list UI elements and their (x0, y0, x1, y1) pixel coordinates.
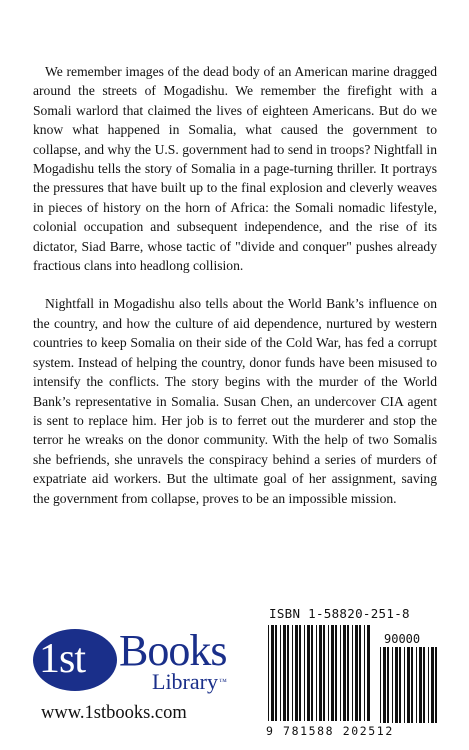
barcode-bar (295, 625, 298, 721)
barcode-bar (275, 625, 277, 721)
barcode-bar (323, 625, 325, 721)
barcode-bar (331, 625, 334, 721)
trademark-mark: ™ (218, 677, 227, 686)
barcode-bar (367, 625, 370, 721)
barcode-bar (307, 625, 310, 721)
barcode-bar (404, 647, 405, 723)
ean-digits: 9 781588 202512 (266, 724, 394, 738)
barcode-bar (352, 625, 353, 721)
blurb-paragraph: We remember images of the dead body of an American marine dragged around the streets of Mogadishu. We remember the firefight with a Somali warlord that claimed the lives of eighteen Americans. But do we know what happened in Somalia, what caused the government to collapse, and why the U.S. government had to send in troops? Nightfall in Mogadishu tells the story of Somalia in a page-turning thriller. It portrays the pressures that have built up to the final explosion and cleverly weaves in pieces of history on the horn of Africa: the Somali nomadic lifestyle, colonial occupation and subsequent independence, and the rise of its dictator, Siad Barre, whose tactic of "divide and conquer" pushes already fractious clans into headlong collision. (33, 64, 437, 274)
logo-sub-text: Library (152, 669, 218, 694)
barcode-bar (304, 625, 305, 721)
barcode-bar (411, 647, 413, 723)
barcode-bar (283, 625, 286, 721)
barcode-bar (268, 625, 269, 721)
barcode-bar (416, 647, 417, 723)
logo-subtitle (152, 669, 227, 695)
publisher-logo (33, 625, 233, 705)
barcode-bar (316, 625, 317, 721)
barcode-bar (340, 625, 341, 721)
barcode-bar (399, 647, 401, 723)
barcode-bar (364, 625, 365, 721)
logo-number: 1st (39, 636, 86, 682)
barcode-bar (359, 625, 361, 721)
barcode-bar (280, 625, 281, 721)
barcode-bar (343, 625, 346, 721)
barcode-bar (347, 625, 349, 721)
logo-word: Books (119, 626, 227, 675)
barcode-bar (299, 625, 301, 721)
barcode-bar (435, 647, 437, 723)
barcode-bar (392, 647, 393, 723)
price-code: 90000 (384, 632, 421, 646)
isbn-label: ISBN 1-58820-251-8 (269, 606, 410, 621)
barcode-bar (328, 625, 329, 721)
barcode-bar (355, 625, 358, 721)
blurb-paragraph: Nightfall in Mogadishu also tells about the World Bank’s influence on the country, and how the culture of aid dependence, nurtured by western countries to keep Somalia on their side of the Cold War, has fed a corrupt system. Instead of helping the country, donor funds have been misused to intensify the conflicts. The story begins with the murder of the World Bank’s representative in Somalia. Susan Chen, an undercover CIA agent is sent to replace him. Her job is to ferret out the murderer and stop the terror he wreaks on the donor community. With the help of two Somalis she befriends, she unravels the conspiracy behind a series of murders of expatriate aid workers. But the ultimate goal of her assignment, saving the government from collapse, proves to be an impossible mission. (33, 296, 437, 506)
back-cover-blurb (33, 62, 437, 508)
barcode-bar (292, 625, 293, 721)
barcode-bar (335, 625, 337, 721)
barcode-bar (428, 647, 429, 723)
barcode-bar (419, 647, 422, 723)
barcode-bar (271, 625, 274, 721)
publisher-website: www.1stbooks.com (41, 703, 187, 723)
barcode-bar (407, 647, 410, 723)
barcode-bar (423, 647, 425, 723)
barcode-bar (387, 647, 389, 723)
barcode-bar (431, 647, 434, 723)
barcode-bar (311, 625, 313, 721)
barcode-bar (319, 625, 322, 721)
barcode-bar (287, 625, 289, 721)
barcode-bar (380, 647, 381, 723)
barcode-bar (383, 647, 386, 723)
barcode-bar (395, 647, 398, 723)
